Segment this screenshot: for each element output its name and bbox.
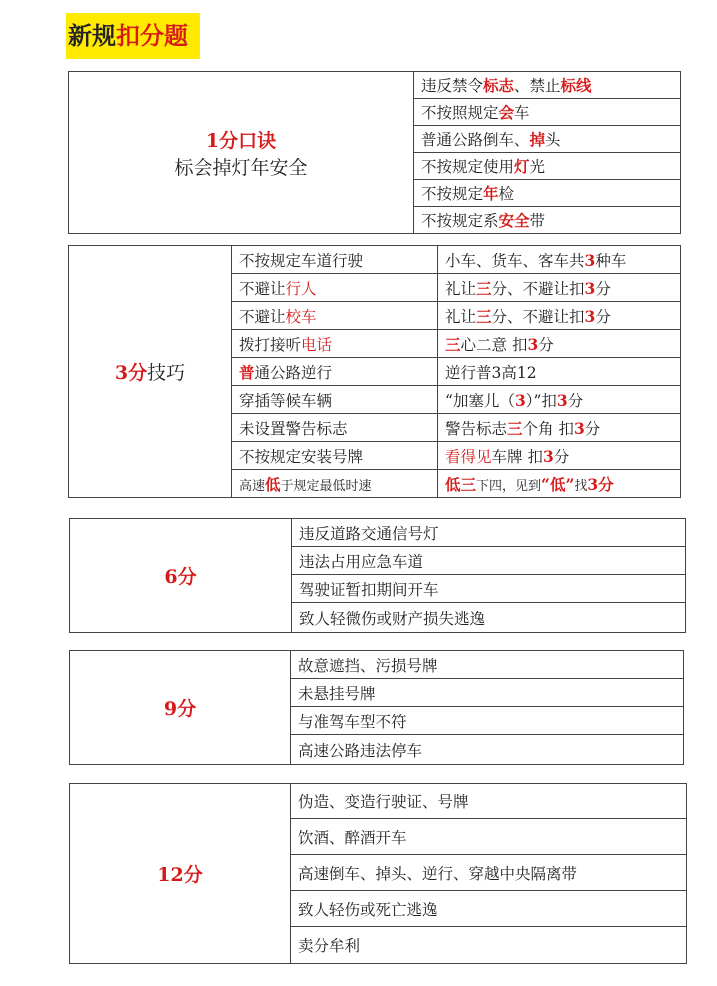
three-point-table bbox=[68, 245, 681, 498]
mnemonic-text: 技巧 bbox=[147, 362, 186, 384]
highlight-text: 安全 bbox=[498, 211, 530, 230]
cell-text: 未设置警告标志 bbox=[239, 419, 348, 438]
highlight-text: 标志 bbox=[483, 76, 515, 95]
tip-cell bbox=[438, 414, 681, 442]
rule-cell: 故意遮挡、污损号牌 bbox=[291, 651, 684, 679]
highlight-text: 三 bbox=[476, 278, 492, 298]
cell-text: 礼让 bbox=[445, 307, 477, 326]
table-row bbox=[69, 246, 681, 274]
rule-cell: 高速公路违法停车 bbox=[291, 735, 684, 765]
tip-cell bbox=[438, 470, 681, 498]
cell-text: “加塞儿（ bbox=[445, 391, 515, 410]
highlight-text: 3 bbox=[584, 306, 596, 326]
cell-text: 分 bbox=[553, 447, 570, 466]
highlight-text: 3 bbox=[542, 446, 554, 466]
cell-text: 普通公路倒车、 bbox=[421, 131, 530, 149]
cell-text: 看得见 bbox=[445, 447, 492, 466]
rule-cell bbox=[232, 302, 438, 330]
cell-text: 找 bbox=[574, 478, 588, 494]
cell-text: 高速 bbox=[239, 478, 266, 494]
highlight-text: “低” bbox=[541, 474, 575, 494]
cell-text: 、禁止 bbox=[514, 77, 561, 95]
table-row bbox=[70, 519, 686, 547]
rule-cell bbox=[232, 414, 438, 442]
score-heading bbox=[70, 784, 291, 964]
score-label: 1分口诀 bbox=[205, 129, 277, 152]
highlight-text: 掉 bbox=[529, 130, 546, 149]
rule-cell: 卖分牟利 bbox=[291, 927, 687, 964]
cell-text: 穿插等候车辆 bbox=[239, 391, 333, 410]
cell-text: 头 bbox=[545, 131, 561, 149]
cell-text: 逆行普3高12 bbox=[445, 363, 537, 382]
rule-cell: 高速倒车、掉头、逆行、穿越中央隔离带 bbox=[291, 855, 687, 891]
cell-text: 不按规定使用 bbox=[421, 158, 515, 176]
cell-text: 不按照规定 bbox=[421, 104, 499, 122]
table-row bbox=[69, 72, 681, 99]
cell-text: 违反禁令 bbox=[421, 77, 484, 95]
rule-cell bbox=[414, 207, 681, 234]
twelve-point-table bbox=[69, 783, 687, 964]
cell-text: 不按规定安装号牌 bbox=[239, 447, 364, 466]
highlight-text: 三 bbox=[507, 418, 523, 438]
tip-cell bbox=[438, 386, 681, 414]
cell-text: 不按规定车道行驶 bbox=[239, 251, 364, 270]
highlight-text: 会 bbox=[498, 103, 515, 122]
cell-text: 分、不避让扣 bbox=[491, 279, 585, 298]
highlight-text: 3 bbox=[527, 334, 539, 354]
rule-cell bbox=[414, 126, 681, 153]
highlight-text: 普 bbox=[239, 362, 255, 382]
mnemonic-text: 标会掉灯年安全 bbox=[174, 156, 308, 179]
rule-cell bbox=[232, 358, 438, 386]
score-heading bbox=[69, 246, 232, 498]
one-point-table bbox=[68, 71, 681, 234]
tip-cell bbox=[438, 330, 681, 358]
cell-text: 分、不避让扣 bbox=[491, 307, 585, 326]
page-title: 新规扣分题 bbox=[66, 13, 200, 59]
cell-text: 不避让 bbox=[239, 307, 286, 326]
highlight-text: 年 bbox=[483, 184, 499, 203]
highlight-text: 3 bbox=[584, 278, 596, 298]
score-heading bbox=[70, 651, 291, 765]
highlight-text: 3 bbox=[584, 250, 596, 270]
cell-text: 通公路逆行 bbox=[254, 363, 333, 382]
cell-text: 电话 bbox=[301, 335, 333, 354]
rule-cell bbox=[232, 442, 438, 470]
cell-text: 分 bbox=[538, 335, 554, 354]
cell-text: 车 bbox=[514, 104, 530, 122]
cell-text: 拨打接听 bbox=[239, 335, 302, 354]
cell-text: 不避让 bbox=[239, 279, 286, 298]
cell-text: 下四，见到 bbox=[476, 478, 542, 494]
six-point-table bbox=[69, 518, 686, 633]
cell-text: 检 bbox=[498, 185, 515, 203]
cell-text: 于规定最低时速 bbox=[280, 478, 372, 494]
rule-cell: 与准驾车型不符 bbox=[291, 707, 684, 735]
table-row bbox=[70, 784, 687, 819]
nine-point-table bbox=[69, 650, 684, 765]
cell-text: 礼让 bbox=[445, 279, 477, 298]
score-label: 9分 bbox=[163, 698, 197, 720]
rule-cell bbox=[232, 246, 438, 274]
cell-text: 行人 bbox=[285, 279, 317, 298]
cell-text: 光 bbox=[529, 158, 546, 176]
rule-cell: 饮酒、醉酒开车 bbox=[291, 819, 687, 855]
highlight-text: 3 bbox=[573, 418, 585, 438]
rule-cell: 未悬挂号牌 bbox=[291, 679, 684, 707]
cell-text: 个角 扣 bbox=[522, 419, 574, 438]
score-heading bbox=[69, 72, 414, 234]
rule-cell: 驾驶证暂扣期间开车 bbox=[292, 575, 686, 603]
rule-cell bbox=[232, 470, 438, 498]
score-label: 3分 bbox=[114, 362, 148, 384]
rule-cell: 伪造、变造行驶证、号牌 bbox=[291, 784, 687, 819]
rule-cell bbox=[232, 386, 438, 414]
highlight-text: 三 bbox=[445, 334, 461, 354]
highlight-text: 三 bbox=[476, 306, 492, 326]
cell-text: 不按规定 bbox=[421, 185, 484, 203]
highlight-text: 灯 bbox=[514, 157, 530, 176]
score-heading bbox=[70, 519, 292, 633]
cell-text: 分 bbox=[567, 391, 584, 410]
cell-text: 警告标志 bbox=[445, 419, 508, 438]
rule-cell bbox=[414, 153, 681, 180]
tip-cell bbox=[438, 302, 681, 330]
tip-cell bbox=[438, 274, 681, 302]
highlight-text: 低 bbox=[265, 474, 281, 494]
cell-text: 分 bbox=[595, 279, 611, 298]
highlight-text: 标线 bbox=[560, 76, 592, 95]
score-label: 6分 bbox=[164, 566, 197, 588]
rule-cell bbox=[414, 99, 681, 126]
highlight-text: 3 bbox=[556, 390, 568, 410]
cell-text: 分 bbox=[584, 419, 601, 438]
rule-cell: 违反道路交通信号灯 bbox=[292, 519, 686, 547]
highlight-text: 3分 bbox=[587, 474, 614, 494]
tip-cell bbox=[438, 442, 681, 470]
rule-cell bbox=[414, 180, 681, 207]
highlight-text: 低三 bbox=[445, 474, 477, 494]
cell-text: 小车、货车、客车共 bbox=[445, 251, 585, 270]
cell-text: 心二意 扣 bbox=[460, 335, 528, 354]
cell-text: ）”扣 bbox=[525, 391, 557, 410]
tip-cell bbox=[438, 246, 681, 274]
score-label: 12分 bbox=[157, 864, 203, 886]
cell-text: 带 bbox=[529, 212, 546, 230]
rule-cell bbox=[232, 274, 438, 302]
cell-text: 分 bbox=[595, 307, 611, 326]
rule-cell: 致人轻伤或死亡逃逸 bbox=[291, 891, 687, 927]
cell-text: 种车 bbox=[595, 251, 627, 270]
cell-text: 校车 bbox=[285, 307, 317, 326]
highlight-text: 3 bbox=[514, 390, 526, 410]
table-row bbox=[70, 651, 684, 679]
rule-cell: 致人轻微伤或财产损失逃逸 bbox=[292, 603, 686, 633]
cell-text: 不按规定系 bbox=[421, 212, 499, 230]
rule-cell bbox=[232, 330, 438, 358]
rule-cell: 违法占用应急车道 bbox=[292, 547, 686, 575]
cell-text: 车牌 扣 bbox=[491, 447, 543, 466]
tip-cell bbox=[438, 358, 681, 386]
rule-cell bbox=[414, 72, 681, 99]
